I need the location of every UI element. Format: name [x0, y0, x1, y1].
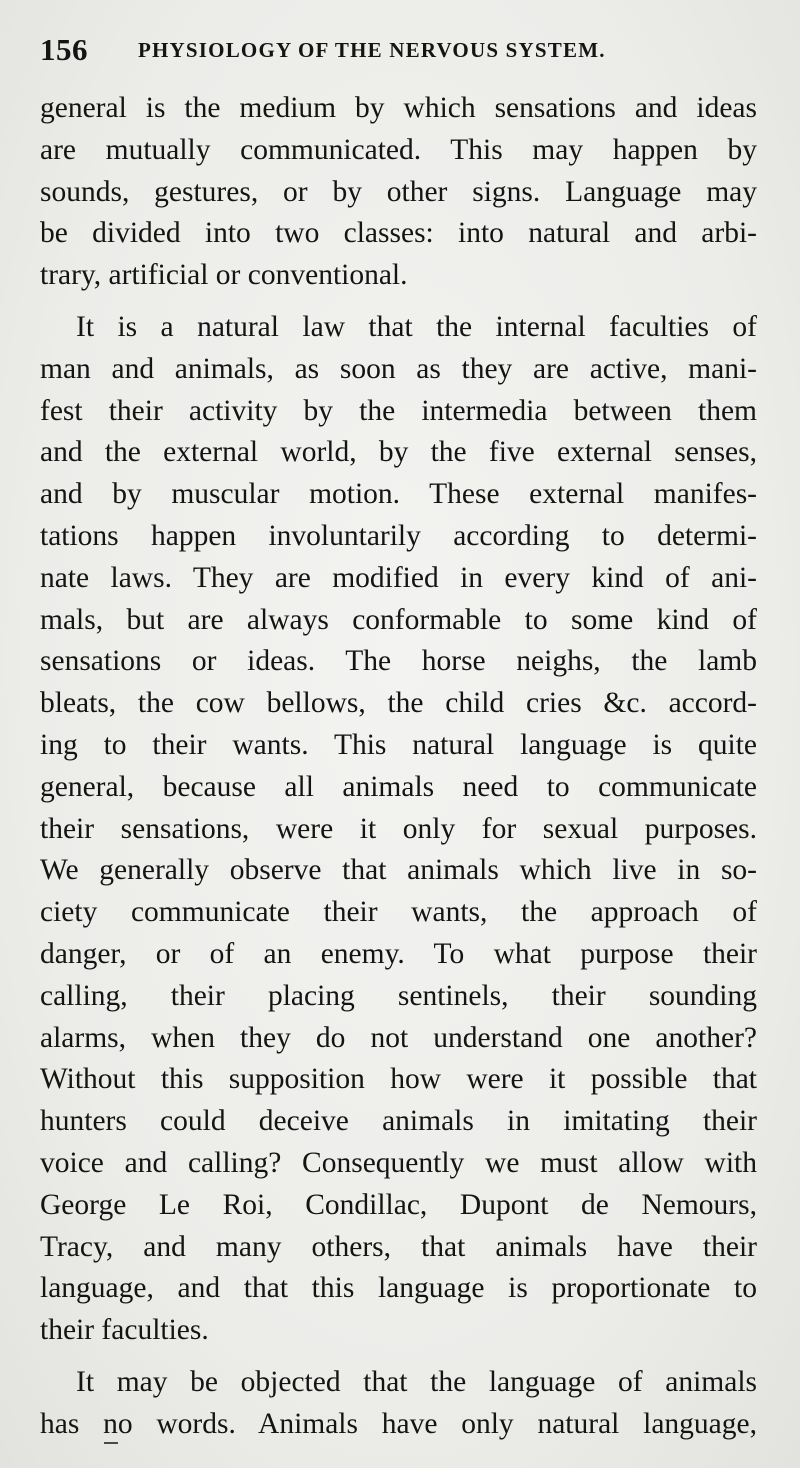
text-line: calling, their placing sentinels, their sounding [40, 979, 757, 1012]
paragraph-2 [40, 307, 757, 1352]
text-line: language, and that this language is proportionate to [40, 1272, 757, 1305]
running-head: PHYSIOLOGY OF THE NERVOUS SYSTEM. [138, 37, 606, 62]
text-line: alarms, when they do not understand one another? [40, 1021, 757, 1054]
text-line: sounds, gestures, or by other signs. Language may [40, 175, 757, 208]
text-line: and the external world, by the five external senses, [40, 436, 757, 469]
page-header [40, 30, 760, 70]
text-line: Tracy, and many others, that animals have their [40, 1230, 757, 1263]
text-line: nate laws. They are modified in every kind of ani- [40, 561, 757, 594]
text-line: are mutually communicated. This may happen by [40, 133, 757, 166]
text-line: George Le Roi, Condillac, Dupont de Nemours, [40, 1188, 757, 1221]
printer-mark [104, 1442, 118, 1444]
text-line: and by muscular motion. These external manifes- [40, 478, 757, 511]
text-line: be divided into two classes: into natural and arbi- [40, 217, 757, 250]
paragraph-1 [40, 88, 757, 297]
text-line: general, because all animals need to communicate [40, 770, 757, 803]
body-text [40, 88, 757, 1446]
text-line: mals, but are always conformable to some kind of [40, 603, 757, 636]
text-line: ing to their wants. This natural language is quite [40, 728, 757, 761]
text-line: It is a natural law that the internal faculties of [76, 310, 757, 343]
text-line: We generally observe that animals which live in so- [40, 854, 757, 887]
page-number: 156 [40, 32, 88, 67]
text-line: sensations or ideas. The horse neighs, the lamb [40, 645, 757, 678]
text-line: has no words. Animals have only natural language, [40, 1407, 757, 1440]
text-line: danger, or of an enemy. To what purpose their [40, 937, 757, 970]
text-line: Without this supposition how were it possible that [40, 1063, 757, 1096]
text-line: their faculties. [40, 1314, 209, 1347]
text-line: general is the medium by which sensations and ideas [40, 92, 757, 124]
text-line: man and animals, as soon as they are active, mani- [40, 352, 757, 385]
text-line: It may be objected that the language of animals [76, 1365, 757, 1398]
text-line: fest their activity by the intermedia between them [40, 394, 757, 427]
text-line: bleats, the cow bellows, the child cries &c. accord- [40, 687, 757, 720]
text-line: tations happen involuntarily according to determi- [40, 519, 757, 552]
paragraph-3 [40, 1362, 757, 1446]
text-line: voice and calling? Consequently we must allow with [40, 1146, 757, 1179]
text-line: hunters could deceive animals in imitating their [40, 1105, 757, 1138]
text-line: trary, artificial or conventional. [40, 259, 408, 292]
text-line: ciety communicate their wants, the approach of [40, 896, 757, 929]
text-line: their sensations, were it only for sexual purposes. [40, 812, 757, 845]
